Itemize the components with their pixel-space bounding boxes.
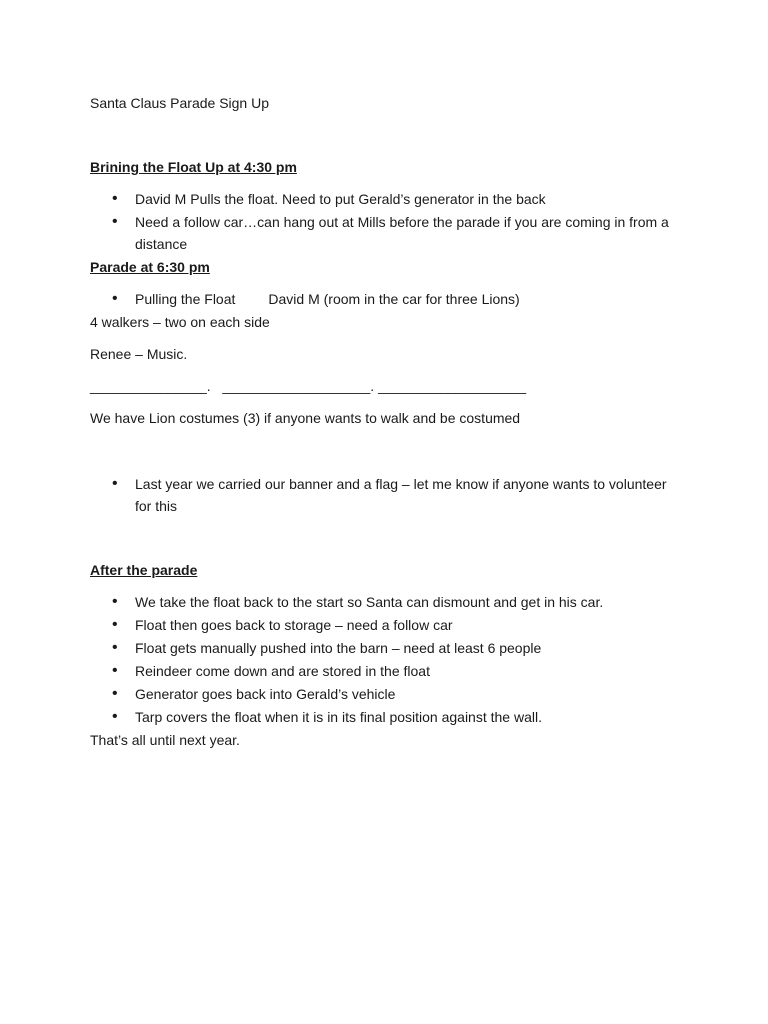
bringing-float-list [90, 188, 680, 255]
list-item: • Generator goes back into Gerald’s vehicle [90, 683, 680, 705]
costumes-text: We have Lion costumes (3) if anyone wants to walk and be costumed [90, 410, 521, 426]
parade-list [90, 288, 680, 310]
list-item: • Float then goes back to storage – need a follow car [90, 614, 680, 636]
after-parade-list [90, 591, 680, 728]
list-item: • Reindeer come down and are stored in the float [90, 660, 680, 682]
section-heading-parade: Parade at 6:30 pm [90, 259, 210, 275]
signup-blanks: _______________. ___________________. ___________________ [90, 378, 527, 394]
list-item-pulling-float [90, 288, 680, 310]
closing-text: That’s all until next year. [90, 732, 240, 748]
list-item: • Need a follow car…can hang out at Mills before the parade if you are coming in from a distance [90, 211, 680, 255]
music-text: Renee – Music. [90, 346, 188, 362]
list-item: • We take the float back to the start so Santa can dismount and get in his car. [90, 591, 680, 613]
document-title: Santa Claus Parade Sign Up [90, 95, 269, 111]
pulling-label: Pulling the Float [135, 291, 236, 307]
list-item: • Float gets manually pushed into the barn – need at least 6 people [90, 637, 680, 659]
list-item: • David M Pulls the float. Need to put Gerald’s generator in the back [90, 188, 680, 210]
list-item: • Tarp covers the float when it is in its final position against the wall. [90, 706, 680, 728]
pulling-value: David M (room in the car for three Lions) [268, 291, 520, 307]
document-body [90, 92, 680, 751]
section-heading-after-parade: After the parade [90, 562, 198, 578]
walkers-text: 4 walkers – two on each side [90, 314, 270, 330]
list-item: • Last year we carried our banner and a flag – let me know if anyone wants to volunteer for this [90, 473, 680, 517]
banner-list [90, 473, 680, 517]
section-heading-bringing-float: Brining the Float Up at 4:30 pm [90, 159, 297, 175]
